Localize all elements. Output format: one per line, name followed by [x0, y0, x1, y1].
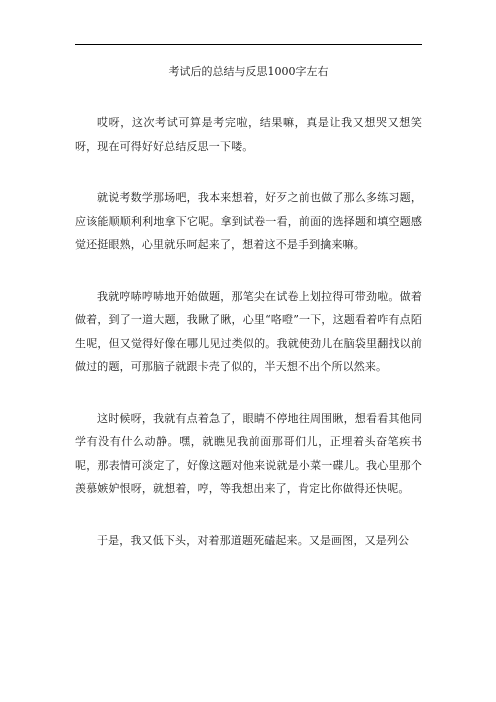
paragraph-2: 就说考数学那场吧，我本来想着，好歹之前也做了那么多练习题，应该能顺顺利利地拿下它呢。拿到试卷一看，前面的选择题和填空题感觉还挺眼熟，心里就乐呵起来了，想着这不是手到擒来嘛。	[75, 191, 422, 251]
document-body	[75, 111, 422, 580]
document-title: 考试后的总结与反思1000字左右	[168, 65, 329, 78]
paragraph-1: 哎呀，这次考试可算是考完啦，结果嘛，真是让我又想哭又想笑呀，现在可得好好总结反思一下喽。	[75, 116, 422, 153]
header-rule	[75, 44, 422, 45]
paragraph-4: 这时候呀，我就有点着急了，眼睛不停地往周围瞅，想看看其他同学有没有什么动静。嘿，就瞧见我前面那哥们儿，正埋着头奋笔疾书呢，那表情可淡定了，好像这题对他来说就是小菜一碟儿。我心里那个羡慕嫉妒恨呀，就想着，哼，等我想出来了，肯定比你做得还快呢。	[75, 411, 422, 495]
paragraph-5: 于是，我又低下头，对着那道题死磕起来。又是画图，又是列公	[97, 533, 410, 547]
paragraph-3: 我就哼哧哼哧地开始做题，那笔尖在试卷上划拉得可带劲啦。做着做着，到了一道大题，我瞅了瞅，心里“咯噔”一下，这题看着咋有点陌生呢，但又觉得好像在哪儿见过类似的。我就使劲儿在脑袋里翻找以前做过的题，可那脑子就跟卡壳了似的，半天想不出个所以然来。	[75, 289, 422, 373]
